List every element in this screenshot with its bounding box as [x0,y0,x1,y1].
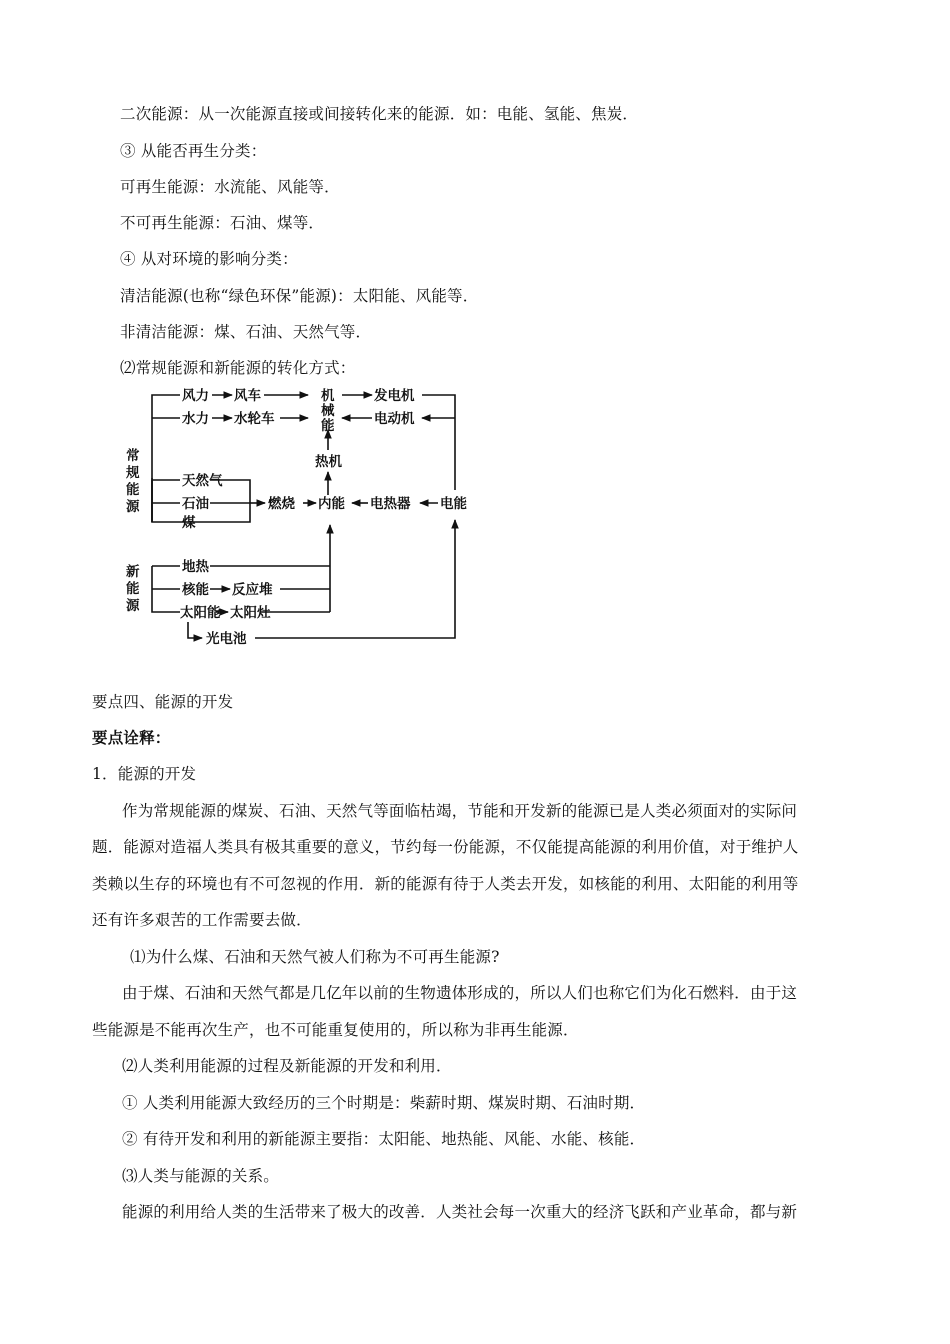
paragraph-line: 类赖以生存的环境也有不可忽视的作用．新的能源有待于人类去开发，如核能的利用、太阳能的利用等 [92,875,799,893]
paragraph-line: 还有许多艰苦的工作需要去做． [92,911,312,929]
node-oil: 石油 [182,496,209,512]
node-heat-engine: 热机 [315,454,342,470]
text-line: ④ 从对环境的影响分类： [120,250,298,268]
node-geothermal: 地热 [182,559,209,575]
node-waterwheel: 水轮车 [234,411,275,427]
text-line: 不可再生能源：石油、煤等． [120,214,325,232]
node-natural-gas: 天然气 [182,473,223,489]
node-mechanical: 机械能 [321,388,335,434]
node-motor: 电动机 [374,411,415,427]
paragraph-line: 些能源是不能再次生产，也不可能重复使用的，所以称为非再生能源． [92,1021,579,1039]
node-windmill: 风车 [234,388,261,404]
question-2-item-1: ① 人类利用能源大致经历的三个时期是：柴薪时期、煤炭时期、石油时期． [122,1094,646,1112]
node-generator: 发电机 [374,388,415,404]
node-combustion: 燃烧 [268,496,295,512]
question-2-item-2: ② 有待开发和利用的新能源主要指：太阳能、地热能、风能、水能、核能． [122,1130,646,1148]
question-3: ⑶人类与能源的关系。 [122,1167,280,1185]
text-line: 清洁能源(也称“绿色环保”能源)：太阳能、风能等． [120,287,479,305]
paragraph-line: 能源的利用给人类的生活带来了极大的改善．人类社会每一次重大的经济飞跃和产业革命，都与新 [122,1203,798,1221]
node-electric-energy: 电能 [440,496,467,512]
label-new: 新能源 [126,564,140,614]
section-heading: 要点四、能源的开发 [92,693,234,711]
text-line: 二次能源：从一次能源直接或间接转化来的能源．如：电能、氢能、焦炭． [120,105,639,123]
text-line: 非清洁能源：煤、石油、天然气等． [120,323,372,341]
bracket-line [152,395,180,478]
node-solar-stove: 太阳灶 [230,605,271,621]
paragraph-line: 由于煤、石油和天然气都是几亿年以前的生物遗体形成的，所以人们也称它们为化石燃料．由于这 [122,984,798,1002]
question-1: ⑴为什么煤、石油和天然气被人们称为不可再生能源? [130,948,500,966]
text-line: 可再生能源：水流能、风能等． [120,178,340,196]
item-heading: 1．能源的开发 [92,765,197,783]
arrow [255,520,455,638]
paragraph-line: 题．能源对造福人类具有极其重要的意义，节约每一份能源，不仅能提高能源的利用价值，对于维护人 [92,838,799,856]
arrow [188,622,202,638]
node-nuclear: 核能 [182,582,209,598]
node-wind: 风力 [182,388,209,404]
text-line: ③ 从能否再生分类： [120,142,267,160]
question-2: ⑵人类利用能源的过程及新能源的开发和利用． [122,1057,452,1075]
text-line: ⑵常规能源和新能源的转化方式： [120,359,356,377]
subheading: 要点诠释： [92,729,171,747]
node-reactor: 反应堆 [232,582,273,598]
node-internal-energy: 内能 [318,496,345,512]
node-coal: 煤 [182,515,196,531]
paragraph-line: 作为常规能源的煤炭、石油、天然气等面临枯竭，节能和开发新的能源已是人类必须面对的实际问 [122,802,798,820]
label-conventional: 常规能源 [126,448,140,515]
node-photocell: 光电池 [206,631,247,647]
node-electric-heater: 电热器 [370,496,411,512]
node-water: 水力 [182,411,209,427]
node-solar: 太阳能 [180,605,221,621]
energy-conversion-diagram [120,380,480,655]
